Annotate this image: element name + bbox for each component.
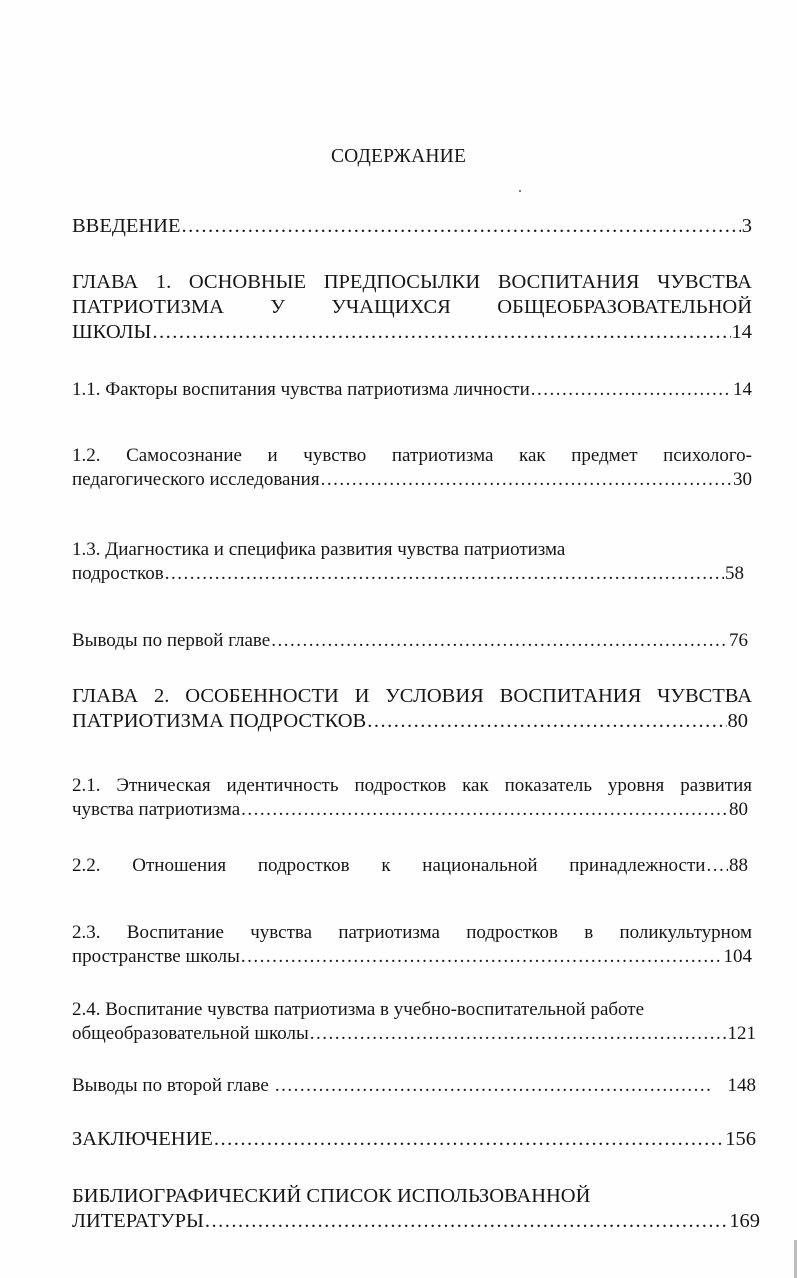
toc-entry-section-2-3[interactable] [72, 921, 752, 969]
toc-page-number: 3 [741, 215, 752, 237]
toc-entry-title-line: ПАТРИОТИЗМА У УЧАЩИХСЯ ОБЩЕОБРАЗОВАТЕЛЬНОЙ [72, 296, 752, 318]
toc-page-number: 76 [729, 630, 748, 651]
toc-page-number: 156 [725, 1128, 756, 1150]
toc-entry-title: Выводы по второй главе [72, 1075, 269, 1096]
toc-leader-dots [310, 1022, 727, 1046]
toc-entry-title-line: 2.3. Воспитание чувства патриотизма подростков в поликультурном [72, 922, 752, 943]
toc-leader-dots [367, 709, 726, 734]
toc-entry-title-line: ШКОЛЫ [72, 321, 152, 343]
toc-entry-conclusions-chapter-2[interactable] [72, 1074, 756, 1098]
toc-leader-dots [275, 1074, 710, 1098]
toc-entry-section-2-4[interactable] [72, 998, 756, 1046]
toc-leader-dots [165, 562, 724, 586]
toc-page-number: 14 [731, 321, 752, 343]
toc-page-number: 80 [727, 710, 748, 732]
toc-entry-title: 2.2. Отношения подростков к национальной принадлежности [72, 855, 706, 876]
toc-entry-title-line: 1.3. Диагностика и специфика развития чувства патриотизма [72, 539, 566, 560]
toc-leader-dots [241, 798, 728, 822]
toc-page-number: 30 [733, 469, 752, 490]
toc-entry-title: ВВЕДЕНИЕ [72, 215, 181, 237]
toc-entry-introduction[interactable] [72, 214, 752, 239]
toc-entry-title: 1.1. Факторы воспитания чувства патриотизма личности [72, 379, 530, 400]
toc-leader-dots [321, 468, 732, 492]
toc-entry-title-line: ГЛАВА 2. ОСОБЕННОСТИ И УСЛОВИЯ ВОСПИТАНИЯ ЧУВСТВА [72, 685, 752, 707]
toc-leader-dots [531, 378, 732, 402]
toc-entry-section-2-1[interactable] [72, 774, 752, 822]
toc-entry-title-line: общеобразовательной школы [72, 1023, 309, 1044]
toc-entry-chapter-2[interactable] [72, 684, 752, 734]
toc-page-number: 121 [727, 1023, 756, 1044]
toc-entry-section-2-2[interactable] [72, 854, 748, 878]
toc-leader-dots [214, 1127, 724, 1152]
toc-entry-section-1-3[interactable] [72, 538, 744, 586]
toc-entry-title-line: 2.4. Воспитание чувства патриотизма в учебно-воспитательной работе [72, 999, 645, 1020]
toc-entry-section-1-1[interactable] [72, 378, 752, 402]
toc-page-number: 169 [729, 1210, 760, 1232]
toc-entry-chapter-1[interactable] [72, 270, 752, 345]
toc-leader-dots [271, 629, 728, 653]
toc-entry-conclusion[interactable] [72, 1127, 756, 1152]
toc-entry-title: Выводы по первой главе [72, 630, 271, 651]
toc-entry-title-line: 1.2. Самосознание и чувство патриотизма как предмет психолого- [72, 445, 752, 466]
toc-page-number: 58 [725, 563, 744, 584]
toc-leader-dots [706, 854, 728, 878]
toc-entry-title-line: ГЛАВА 1. ОСНОВНЫЕ ПРЕДПОСЫЛКИ ВОСПИТАНИЯ ЧУВСТВА [72, 271, 752, 293]
toc-leader-dots [241, 945, 723, 969]
toc-leader-dots [205, 1209, 728, 1234]
toc-entry-title: ЗАКЛЮЧЕНИЕ [72, 1128, 213, 1150]
toc-entry-bibliography[interactable] [72, 1184, 760, 1234]
toc-page-number: 88 [729, 855, 748, 876]
toc-page-number: 104 [723, 946, 752, 967]
toc-page-number: 148 [727, 1075, 756, 1096]
toc-entry-title-line: БИБЛИОГРАФИЧЕСКИЙ СПИСОК ИСПОЛЬЗОВАННОЙ [72, 1185, 591, 1207]
toc-entry-title-line: подростков [72, 563, 164, 584]
toc-entry-title-line: ЛИТЕРАТУРЫ [72, 1210, 204, 1232]
toc-leader-dots [182, 214, 741, 239]
toc-page-number: 80 [729, 799, 748, 820]
toc-entry-title-line: педагогического исследования [72, 469, 320, 490]
toc-leader-dots [152, 320, 730, 345]
toc-entry-title-line: ПАТРИОТИЗМА ПОДРОСТКОВ [72, 710, 367, 732]
toc-page-number: 14 [733, 379, 752, 400]
scan-speck [519, 190, 521, 192]
toc-entry-title-line: пространстве школы [72, 946, 240, 967]
toc-entry-title-line: чувства патриотизма [72, 799, 241, 820]
page-title: СОДЕРЖАНИЕ [330, 146, 467, 167]
toc-entry-conclusions-chapter-1[interactable] [72, 629, 748, 653]
toc-entry-section-1-2[interactable] [72, 444, 752, 492]
toc-entry-title-line: 2.1. Этническая идентичность подростков как показатель уровня развития [72, 775, 752, 796]
